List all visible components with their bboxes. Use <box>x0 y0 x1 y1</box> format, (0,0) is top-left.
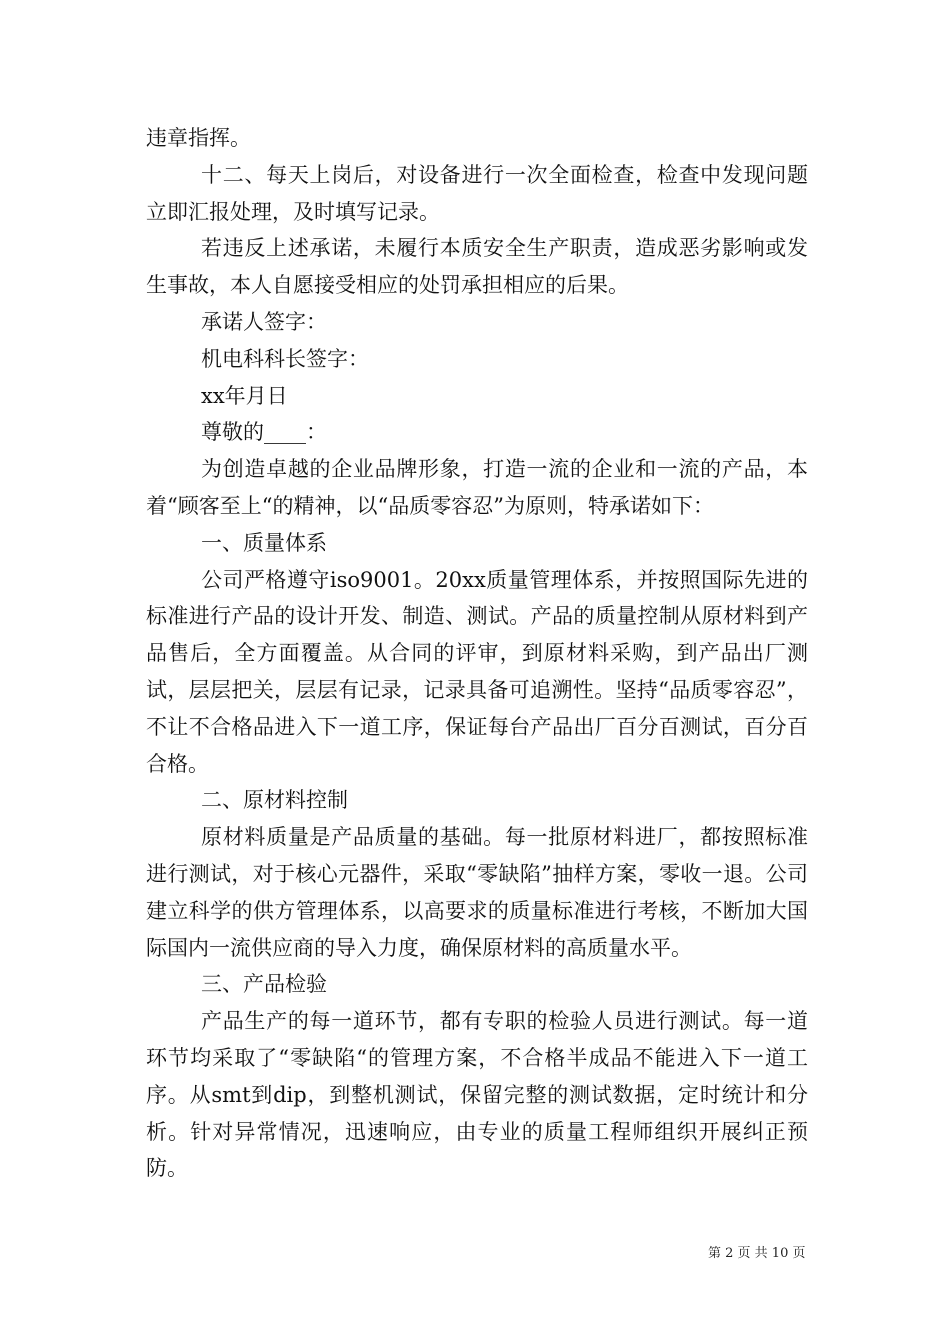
paragraph-1: 违章指挥。 <box>146 126 251 150</box>
page-number-footer: 第 2 页 共 10 页 <box>708 1246 806 1261</box>
document-body <box>146 120 808 1187</box>
paragraph-raw-materials: 原材料质量是产品质量的基础。每一批原材料进厂，都按照标准进行测试，对于核心元器件，采取“零缺陷”抽样方案，零收一退。公司建立科学的供方管理体系，以高要求的质量标准进行考核，不断加大国际国内一流供应商的导入力度，确保原材料的高质量水平。 <box>146 825 808 960</box>
paragraph-quality-system: 公司严格遵守iso9001。20xx质量管理体系，并按照国际先进的标准进行产品的设计开发、制造、测试。产品的质量控制从原材料到产品售后，全方面覆盖。从合同的评审，到原材料采购，到产品出厂测试，层层把关，层层有记录，记录具备可追溯性。坚持“品质零容忍”，不让不合格品进入下一道工序，保证每台产品出厂百分百测试，百分百合格。 <box>146 567 808 776</box>
date-line: xx年月日 <box>201 383 288 408</box>
section-heading-raw-materials: 二、原材料控制 <box>201 788 348 813</box>
salutation: 尊敬的____： <box>201 420 327 445</box>
paragraph-product-inspection: 产品生产的每一道环节，都有专职的检验人员进行测试。每一道环节均采取了“零缺陷“的管理方案，不合格半成品不能进入下一道工序。从smt到dip，到整机测试，保留完整的测试数据，定时统计和分析。针对异常情况，迅速响应，由专业的质量工程师组织开展纠正预防。 <box>146 1009 808 1181</box>
paragraph-3: 若违反上述承诺，未履行本质安全生产职责，造成恶劣影响或发生事故，本人自愿接受相应的处罚承担相应的后果。 <box>146 236 808 298</box>
promisor-signature-line: 承诺人签字： <box>201 309 327 334</box>
paragraph-2: 十二、每天上岗后，对设备进行一次全面检查，检查中发现问题立即汇报处理，及时填写记录。 <box>146 162 808 224</box>
section-chief-signature-line: 机电科科长签字： <box>201 346 369 371</box>
section-heading-quality-system: 一、质量体系 <box>201 530 327 555</box>
intro-paragraph: 为创造卓越的企业品牌形象，打造一流的企业和一流的产品，本着“顾客至上“的精神，以“品质零容忍”为原则，特承诺如下： <box>146 457 808 518</box>
section-heading-product-inspection: 三、产品检验 <box>201 972 327 997</box>
